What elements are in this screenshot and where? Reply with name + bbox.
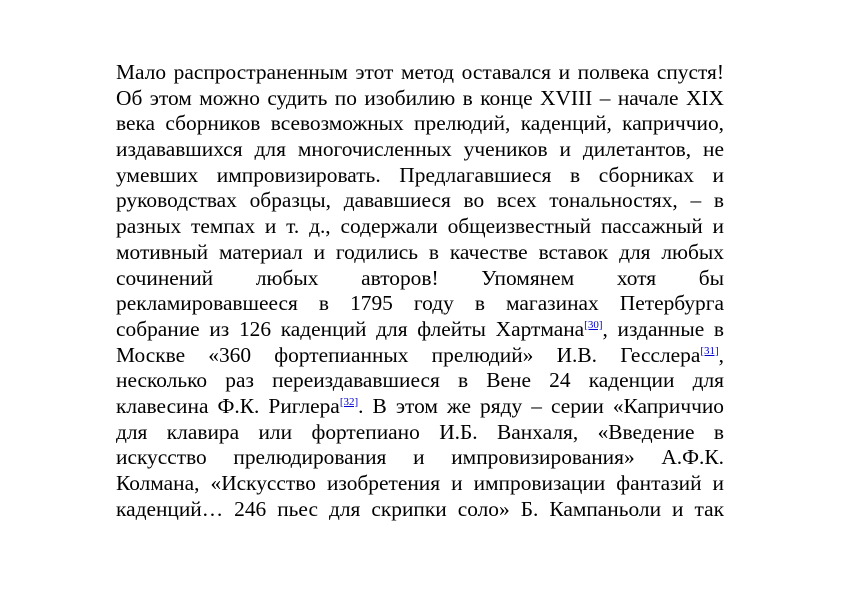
text-line: мотивный материал и годились в качестве вставок для любых <box>116 239 724 264</box>
text-segment: клавесина Ф.К. Риглера <box>116 393 340 418</box>
document-page <box>116 60 724 522</box>
text-line: каденций… 246 пьес для скрипки соло» Б. Кампаньоли и так <box>116 496 724 521</box>
text-segment: Москве «360 фортепианных прелюдий» И.В. Гесслера <box>116 342 701 367</box>
text-line: руководствах образцы, дававшиеся во всех тональностях, – в <box>116 188 724 213</box>
text-line: искусство прелюдирования и импровизирования» А.Ф.К. <box>116 445 724 470</box>
text-line: Колмана, «Искусство изобретения и импровизации фантазий и <box>116 471 724 495</box>
text-line: Мало распространенным этот метод оставался и полвека спустя! <box>116 60 724 84</box>
text-line: рекламировавшееся в 1795 году в магазинах Петербурга <box>116 291 724 316</box>
text-line: для клавира или фортепиано И.Б. Ванхаля, «Введение в <box>116 419 724 444</box>
text-segment: собрание из 126 каденций для флейты Хартмана <box>116 316 585 341</box>
text-line: умевших импровизировать. Предлагавшиеся в сборниках и <box>116 162 724 187</box>
text-line: Об этом можно судить по изобилию в конце XVIII – начале XIX <box>116 85 724 110</box>
text-line <box>116 317 724 343</box>
text-segment: , <box>718 342 724 367</box>
text-line: разных темпах и т. д., содержали общеизвестный пассажный и <box>116 214 724 239</box>
text-line: несколько раз переиздававшиеся в Вене 24 каденции для <box>116 368 724 393</box>
text-line <box>116 394 724 420</box>
text-segment: , изданные в <box>602 316 724 341</box>
footnote-link-30[interactable]: [30] <box>584 318 603 331</box>
footnote-link-31[interactable]: [31] <box>700 344 719 357</box>
text-line <box>116 343 724 369</box>
text-line: издававшихся для многочисленных учеников и дилетантов, не <box>116 137 724 162</box>
text-segment: . В этом же ряду – серии «Каприччио <box>358 393 724 418</box>
text-line: сочинений любых авторов! Упомянем хотя бы <box>116 265 724 290</box>
text-line: века сборников всевозможных прелюдий, каденций, каприччио, <box>116 111 724 136</box>
footnote-link-32[interactable]: [32] <box>339 395 359 408</box>
